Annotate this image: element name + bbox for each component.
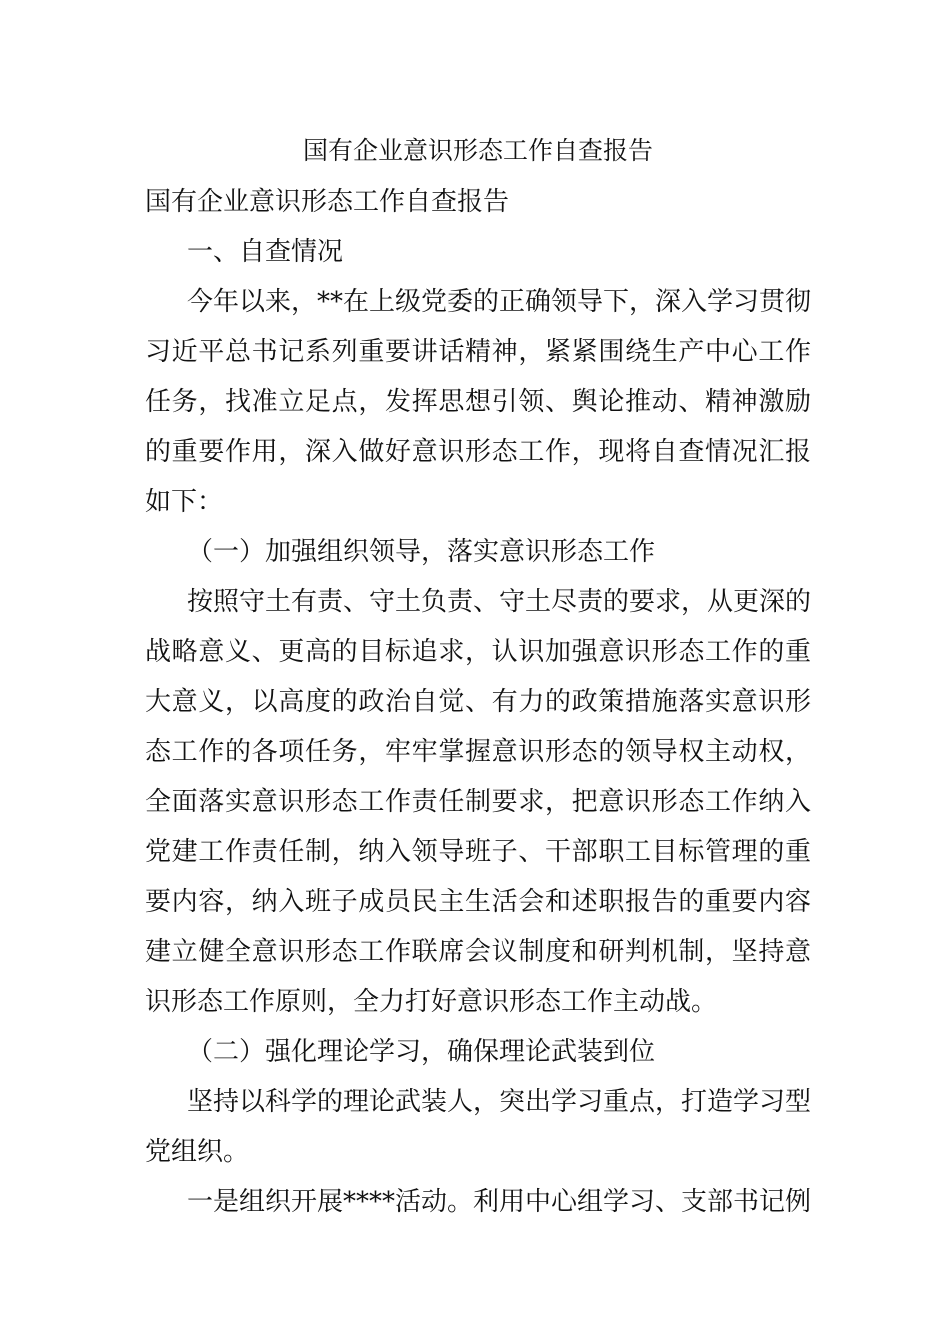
- document-title: 国有企业意识形态工作自查报告: [302, 136, 653, 165]
- intro-paragraph: 今年以来，**在上级党委的正确领导下，深入学习贯彻习近平总书记系列重要讲话精神，紧紧围绕生产中心工作任务，找准立足点，发挥思想引领、舆论推动、精神激励的重要作用，深入做好意识形态工作，现将自查情况汇报如下：: [145, 287, 812, 517]
- theory-study-paragraph: 坚持以科学的理论武装人，突出学习重点，打造学习型党组织。: [145, 1087, 812, 1167]
- document-body: [145, 125, 811, 1227]
- organization-paragraph: 按照守土有责、守土负责、守土尽责的要求，从更深的战略意义、更高的目标追求，认识加强意识形态工作的重大意义，以高度的政治自觉、有力的政策措施落实意识形态工作的各项任务，牢牢掌握意识形态的领导权主动权，全面落实意识形态工作责任制要求，把意识形态工作纳入党建工作责任制，纳入领导班子、干部职工目标管理的重要内容，纳入班子成员民主生活会和述职报告的重要内容建立健全意识形态工作联席会议制度和研判机制，坚持意识形态工作原则，全力打好意识形态工作主动战。: [145, 587, 812, 1017]
- document-subtitle: 国有企业意识形态工作自查报告: [145, 187, 510, 217]
- subsection-heading-theory-study: （二）强化理论学习，确保理论武装到位: [187, 1037, 656, 1067]
- activity-item-paragraph: 一是组织开展****活动。利用中心组学习、支部书记例: [187, 1187, 812, 1217]
- subsection-heading-organization: （一）加强组织领导，落实意识形态工作: [187, 537, 656, 567]
- section-heading-self-check: 一、自查情况: [187, 237, 344, 267]
